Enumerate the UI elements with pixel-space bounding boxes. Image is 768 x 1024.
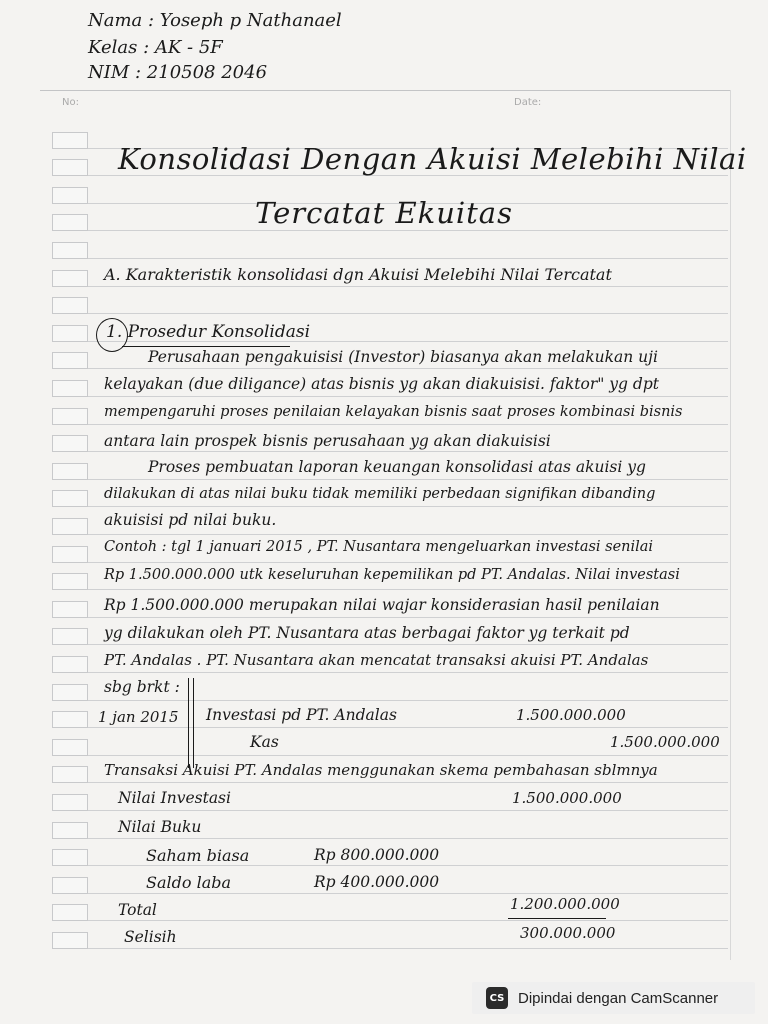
paper-margin-box [52,546,88,563]
paper-margin-box [52,739,88,756]
paper-rule-line [88,782,728,783]
paper-margin-box [52,352,88,369]
page-title-line2: Tercatat Ekuitas [255,196,513,230]
paper-margin-box [52,877,88,894]
body-line: dilakukan di atas nilai buku tidak memiliki perbedaan signifikan dibanding [104,486,656,502]
paper-margin-box [52,187,88,204]
paper-margin-box [52,408,88,425]
body-line: kelayakan (due diligance) atas bisnis yg akan diakuisisi. faktor" yg dpt [104,375,659,393]
paper-margin-box [52,628,88,645]
paper-date-label: Date: [514,97,542,108]
body-line: Rp 1.500.000.000 merupakan nilai wajar konsiderasian hasil penilaian [104,596,660,614]
paper-rule-line [88,258,728,259]
total-underline [508,918,606,919]
paper-margin-box [52,132,88,149]
journal-credit-account: Kas [250,733,279,751]
paper-rule-line [88,451,728,452]
paper-rule-line [88,368,728,369]
paper-margin-box [52,794,88,811]
paper-margin-box [52,242,88,259]
paper-rule-line [88,506,728,507]
body-line: PT. Andalas . PT. Nusantara akan mencatat transaksi akuisi PT. Andalas [104,651,649,669]
calc-nilai-investasi-label: Nilai Investasi [118,789,231,807]
calc-saldo-label: Saldo laba [146,873,232,892]
paper-no-label: No: [62,97,79,108]
body-line: akuisisi pd nilai buku. [104,511,277,529]
paper-rule-line [88,810,728,811]
paper-margin-box [52,435,88,452]
paper-rule-line [88,920,728,921]
paper-rule-line [88,865,728,866]
paper-rule-line [88,644,728,645]
paper-margin-box [52,325,88,342]
calc-saham-amount: Rp 800.000.000 [314,846,440,864]
body-line: sbg brkt : [104,678,180,696]
calc-nilai-investasi-amount: 1.500.000.000 [512,789,622,807]
paper-rule-line [88,755,728,756]
calc-nilai-buku-label: Nilai Buku [118,818,202,836]
paper-rule-line [88,396,728,397]
paper-margin-box [52,214,88,231]
paper-margin-box [52,270,88,287]
paper-rule-line [88,230,728,231]
transaction-line: Transaksi Akuisi PT. Andalas menggunakan skema pembahasan sblmnya [104,761,658,779]
body-line: Rp 1.500.000.000 utk keseluruhan kepemilikan pd PT. Andalas. Nilai investasi [104,567,680,583]
body-line: mempengaruhi proses penilaian kelayakan bisnis saat proses kombinasi bisnis [104,404,683,420]
paper-margin-box [52,904,88,921]
camscanner-logo-icon: CS [486,987,508,1009]
paper-margin-box [52,601,88,618]
paper-rule-line [88,313,728,314]
paper-rule-line [88,893,728,894]
paper-rule-line [88,424,728,425]
paper-rule-line [88,672,728,673]
camscanner-watermark [472,982,755,1014]
subheading-underline [122,346,290,347]
body-line: antara lain prospek bisnis perusahaan yg akan diakuisisi [104,432,551,450]
paper-margin-box [52,766,88,783]
journal-debit-amount: 1.500.000.000 [516,706,626,724]
body-line: Proses pembuatan laporan keuangan konsolidasi atas akuisi yg [148,458,646,476]
calc-total-amount: 1.200.000.000 [510,895,620,913]
paper-margin-box [52,656,88,673]
body-line: Contoh : tgl 1 januari 2015 , PT. Nusantara mengeluarkan investasi senilai [104,539,654,555]
journal-debit-account: Investasi pd PT. Andalas [206,706,397,724]
paper-margin-box [52,297,88,314]
paper-margin-box [52,463,88,480]
paper-margin-box [52,684,88,701]
paper-margin-box [52,490,88,507]
subheading-prosedur: 1. Prosedur Konsolidasi [106,322,311,342]
calc-selisih-amount: 300.000.000 [520,924,616,942]
paper-rule-line [88,534,728,535]
paper-rule-line [88,838,728,839]
body-line: Perusahaan pengakuisisi (Investor) biasanya akan melakukan uji [148,348,658,366]
body-line: yg dilakukan oleh PT. Nusantara atas berbagai faktor yg terkait pd [104,624,630,642]
paper-rule-line [88,617,728,618]
paper-margin-box [52,849,88,866]
journal-date: 1 jan 2015 [98,708,179,726]
paper-rule-line [88,727,728,728]
journal-credit-amount: 1.500.000.000 [610,733,720,751]
calc-saldo-amount: Rp 400.000.000 [314,873,440,891]
header-nama: Nama : Yoseph p Nathanael [88,10,342,31]
paper-rule-line [88,479,728,480]
calc-saham-label: Saham biasa [146,846,250,865]
journal-divider [193,678,194,768]
paper-rule-line [40,90,730,91]
paper-rule-line [88,562,728,563]
calc-selisih-label: Selisih [124,928,177,946]
paper-margin-box [52,932,88,949]
camscanner-text: Dipindai dengan CamScanner [518,989,719,1007]
header-kelas: Kelas : AK - 5F [88,37,223,58]
journal-divider [188,678,189,768]
section-heading-a: A. Karakteristik konsolidasi dgn Akuisi Melebihi Nilai Tercatat [104,265,612,284]
paper-rule-line [88,589,728,590]
paper-rule-line [88,286,728,287]
paper-rule-line [88,700,728,701]
paper-margin-box [52,159,88,176]
paper-margin-box [52,573,88,590]
paper-margin-box [52,380,88,397]
header-nim: NIM : 210508 2046 [88,62,268,83]
paper-margin-box [52,518,88,535]
calc-total-label: Total [118,901,157,919]
paper-margin-box [52,711,88,728]
paper-right-edge [730,90,731,960]
paper-margin-box [52,822,88,839]
page-title-line1: Konsolidasi Dengan Akuisi Melebihi Nilai [118,142,747,176]
paper-rule-line [88,948,728,949]
